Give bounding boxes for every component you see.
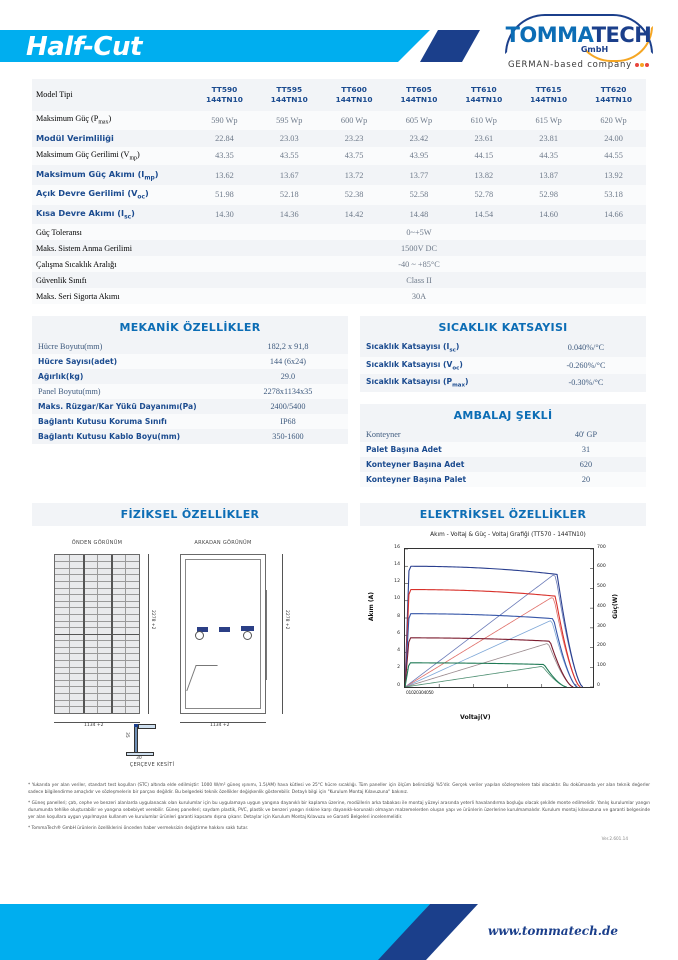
row-label: Panel Boyutu(mm) <box>38 387 101 397</box>
cell-value: Class II <box>406 275 432 285</box>
table-row <box>360 374 646 392</box>
logo-dots <box>634 60 649 70</box>
chart-y-axis-label: Akım (A) <box>368 591 375 621</box>
cell-value: 605 Wp <box>405 115 433 125</box>
row-label: Konteyner Başına Palet <box>366 474 467 484</box>
row-label: Hücre Boyutu(mm) <box>38 342 103 352</box>
table-row <box>360 457 646 472</box>
table-row <box>32 429 348 444</box>
table-row <box>360 339 646 357</box>
row-label: Konteyner Başına Adet <box>366 459 465 469</box>
back-width-dim: 1134 +2 <box>210 722 230 728</box>
cell-value: 14.66 <box>604 209 623 219</box>
chart-title: Akım - Voltaj & Güç - Voltaj Grafiği (TT570 - 144TN10) <box>430 531 586 538</box>
y-tick-label: 0 <box>397 682 400 688</box>
logo-text-tomma: TOMMA <box>505 23 592 47</box>
logo-tagline-text: GERMAN-based company <box>508 60 632 70</box>
cell-value: 13.72 <box>344 170 364 180</box>
cell-value: 23.23 <box>344 133 364 143</box>
table-row <box>32 130 646 147</box>
table-row <box>32 205 646 225</box>
cell-value: 23.42 <box>409 133 429 143</box>
y-tick-right-label: 700 <box>597 544 606 550</box>
table-row <box>32 384 348 399</box>
cell-value: 620 <box>579 459 593 469</box>
back-height-dimline <box>282 554 283 714</box>
model-column-header-4: TT610 144TN10 <box>465 85 503 104</box>
mechanical-table <box>32 339 348 444</box>
footnotes <box>28 782 650 841</box>
main-spec-table <box>32 79 646 304</box>
table-row <box>32 369 348 384</box>
footnote-2: * Güneş panelleri; çatı, cephe ve benzeri alanlarda uygulanacak olan kurulumlar için bu uygulamaya uygun yangına dayanıklı bir kaplama üzerine, modüllerin arka tabakası ile montaj yüzeyi arasında yeterli havalandırma boşluğu olacak şekilde monte edilmelidir. Yanlış kurulumlar yangın durumunda tehlike oluşturabilir ve yangına sebebiyet verebilir. Güneş panelleri; saydam plastik, PVC, plastik ve benzeri yangın riskine karşı dayanıklı-korunaklı olmayan malzemelerden oluşan yapı ve ürünlerin üzerlerine kurulmamalıdır. Kurulum montaj kılavuzuna ve garanti belgesinde yer alan koşullara uygun yapılmayan kullanım ve kurulumlar ürünleri garanti kapsamı dışına çıkarır. Detaylar için Kurulum Montaj Kılavuzu ve Garanti Belgeleri incelenmelidir. <box>28 800 650 821</box>
main-spec-table-wrapper <box>32 79 646 304</box>
cell-value: 600 Wp <box>340 115 368 125</box>
physical-title: FİZİKSEL ÖZELLİKLER <box>32 503 348 526</box>
cell-value: 43.55 <box>279 151 299 161</box>
cell-value: 620 Wp <box>600 115 627 125</box>
cell-value: -40 ~ +85°C <box>398 259 440 269</box>
cell-value: 2278x1134x35 <box>263 387 313 397</box>
frame-thickness-dim: 35 <box>124 731 129 738</box>
cell-value: 13.67 <box>279 170 299 180</box>
cell-value: 23.03 <box>279 133 299 143</box>
cell-value: 13.82 <box>474 170 494 180</box>
row-label: Palet Başına Adet <box>366 444 442 454</box>
front-height-dimline <box>148 554 149 714</box>
cell-value: 31 <box>581 444 591 454</box>
table-row <box>32 165 646 185</box>
cell-value: 51.98 <box>215 190 234 200</box>
physical-section <box>32 503 348 772</box>
row-label: Maks. Seri Sigorta Akımı <box>36 291 120 301</box>
row-label: Açık Devre Gerilimi $(V_{oc})$ <box>36 188 149 202</box>
table-row <box>32 147 646 166</box>
mid-columns <box>32 316 646 487</box>
cell-value: 23.61 <box>474 133 494 143</box>
cell-value: 52.98 <box>539 190 558 200</box>
cell-value: 22.84 <box>215 133 234 143</box>
back-view-caption: ARKADAN GÖRÜNÜM <box>194 539 252 546</box>
table-row <box>32 185 646 205</box>
cell-value: 595 Wp <box>276 115 303 125</box>
model-column-header-2: TT600 144TN10 <box>335 85 373 104</box>
cell-value: 29.0 <box>280 372 296 382</box>
solar-cell-grid <box>55 555 139 713</box>
y-tick-right-label: 100 <box>597 663 606 668</box>
cell-value: 2400/5400 <box>270 402 306 412</box>
x-tick-labels: 01020304050 <box>406 690 434 696</box>
page-header <box>0 0 678 75</box>
version-label: Ver.2.601.14 <box>601 836 628 842</box>
cell-value: 44.15 <box>474 151 494 161</box>
chart-plot-area <box>404 548 594 688</box>
frame-width-dim: 30 <box>136 755 142 761</box>
y-tick-right-label: 300 <box>597 623 606 629</box>
row-label: Bağlantı Kutusu Kablo Boyu(mm) <box>38 432 181 442</box>
table-row <box>32 224 646 240</box>
y-tick-label: 14 <box>394 561 400 567</box>
table-row <box>32 399 348 414</box>
cell-value: 53.18 <box>604 190 623 200</box>
back-height-dim: 2278 +2 <box>284 609 289 630</box>
y-tick-label: 10 <box>394 596 400 602</box>
row-label: Modül Verimliliği <box>36 133 114 144</box>
cell-value: 14.48 <box>409 209 429 219</box>
cell-value: 14.30 <box>215 209 234 219</box>
row-label: Çalışma Sıcaklık Aralığı <box>36 259 117 269</box>
cell-value: 52.38 <box>344 190 364 200</box>
footer-blue-shape <box>0 904 430 960</box>
table-row <box>360 442 646 457</box>
banner-title: Half-Cut <box>26 32 142 62</box>
y-tick-right-label: 0 <box>597 682 600 688</box>
cell-value: 144 (6x24) <box>269 357 307 367</box>
cable-coil-right <box>243 631 252 640</box>
y-tick-label: 2 <box>397 665 400 671</box>
cell-value: 40' GP <box>574 429 598 439</box>
junction-box-center <box>219 627 230 632</box>
panel-back-view <box>180 554 266 714</box>
model-column-header-6: TT620 144TN10 <box>595 85 632 104</box>
front-height-dim: 2278 +2 <box>150 609 155 630</box>
cell-value: 0.040%/°C <box>567 343 605 353</box>
iv-pv-chart <box>360 532 646 737</box>
row-label: Kısa Devre Akımı $(I_{sc})$ <box>36 208 135 221</box>
y-tick-label: 16 <box>394 544 400 550</box>
frame-drawing <box>112 722 192 761</box>
cell-value: 14.42 <box>344 209 364 219</box>
frame-caption: ÇERÇEVE KESİTİ <box>129 761 175 768</box>
physical-diagram <box>32 532 348 772</box>
model-column-header-3: TT605 144TN10 <box>400 85 438 104</box>
row-label: Bağlantı Kutusu Koruma Sınıfı <box>38 417 167 427</box>
temperature-title: SICAKLIK KATSAYISI <box>360 316 646 339</box>
cell-value: 182,2 x 91,8 <box>267 342 309 352</box>
y-tick-right-label: 500 <box>597 584 606 590</box>
cell-value: IP68 <box>280 417 296 427</box>
cell-value: -0.260%/°C <box>566 360 606 370</box>
table-row <box>32 288 646 304</box>
bottom-columns <box>32 503 646 772</box>
cell-value: 52.58 <box>409 190 429 200</box>
cell-value: 13.77 <box>409 170 429 180</box>
cell-value: 14.36 <box>279 209 299 219</box>
y-tick-label: 8 <box>397 613 400 619</box>
cell-value: 615 Wp <box>535 115 562 125</box>
row-label: Model Tipi <box>36 90 73 100</box>
cell-value: 13.62 <box>215 170 234 180</box>
row-label: Maks. Sistem Anma Gerilimi <box>36 243 132 253</box>
table-row <box>32 272 646 288</box>
half-cut-banner <box>0 30 470 62</box>
temperature-packaging-section <box>360 316 646 487</box>
cell-value: 24.00 <box>604 133 623 143</box>
row-label: Maksimum Güç Gerilimi $(V_{mp})$ <box>36 150 140 162</box>
cell-value: 44.35 <box>539 151 558 161</box>
table-row <box>360 472 646 487</box>
cell-value: 52.18 <box>279 190 299 200</box>
y-tick-right-label: 600 <box>597 564 606 570</box>
banner-dark-shape <box>420 30 480 62</box>
table-row <box>32 240 646 256</box>
cell-value: 52.78 <box>474 190 494 200</box>
row-label: Sıcaklık Katsayısı $(P_{max})$ <box>366 377 469 389</box>
footnote-3: * TommaTech® GmbH ürünlerin özelliklerini önceden haber vermeksizin değiştirme hakkını saklı tutar. <box>28 826 249 832</box>
model-column-header-1: TT595 144TN10 <box>270 85 308 104</box>
table-row <box>360 427 646 442</box>
electrical-section <box>360 503 646 772</box>
model-column-header-0: TT590 144TN10 <box>205 85 243 104</box>
frame-section-diagram <box>112 722 192 768</box>
cell-value: 14.60 <box>539 209 558 219</box>
cell-value: 23.81 <box>539 133 558 143</box>
cell-value: 610 Wp <box>470 115 497 125</box>
cell-value: -0.30%/°C <box>568 378 604 388</box>
cable-coil-left <box>195 631 204 640</box>
row-label: Maksimum Güç Akımı $(I_{mp})$ <box>36 168 159 182</box>
cell-value: 20 <box>581 474 591 484</box>
row-label: Ağırlık(kg) <box>38 372 84 382</box>
row-label: Hücre Sayısı(adet) <box>38 357 118 367</box>
chart-x-axis-label: Voltaj(V) <box>460 713 491 721</box>
junction-box-right <box>241 626 254 631</box>
logo-wordmark <box>491 16 666 46</box>
temperature-table <box>360 339 646 392</box>
y-tick-label: 6 <box>397 630 400 636</box>
row-label: Konteyner <box>366 429 401 439</box>
y-tick-label: 4 <box>397 648 400 654</box>
logo-gmbh: GmbH <box>580 45 609 54</box>
mechanical-title: MEKANİK ÖZELLİKLER <box>32 316 348 339</box>
y-tick-right-label: 400 <box>597 603 606 609</box>
cell-value: 43.35 <box>215 151 234 161</box>
row-label: Sıcaklık Katsayısı $(I_{sc})$ <box>366 342 460 354</box>
table-row <box>32 79 646 111</box>
packaging-title: AMBALAJ ŞEKLİ <box>360 404 646 427</box>
cell-value: 14.54 <box>474 209 494 219</box>
row-label: Maks. Rüzgar/Kar Yükü Dayanımı(Pa) <box>38 402 197 412</box>
footnote-1: * Yukarıda yer alan veriler, standart test koşulları (STC) altında elde edilmiştir: 1000 W/m² güneş ışınımı, 1.5(AM) hava kütlesi ve 25°C hücre sıcaklığı. Tüm paneller için ölçüm belirsizliği %5'dir. Gerçek veriler yapılan sözleşmelere tabi olacaktır. Bu dokümanda yer alan teknik değerler sadece bilgilendirme amaçlıdır ve sözleşmelerin bir parçası değildir. Bu belgedeki teknik özellikler değişkenlik gösterebilir. Detaylı bilgi için "Kurulum Montaj Kılavuzuna" bakınız. <box>28 782 650 795</box>
page-footer <box>0 904 678 960</box>
cell-value: 30A <box>411 291 427 301</box>
model-column-header-5: TT615 144TN10 <box>530 85 568 104</box>
table-row <box>32 414 348 429</box>
mechanical-section <box>32 316 348 487</box>
row-label: Güvenlik Sınıfı <box>36 275 87 285</box>
table-row <box>32 256 646 272</box>
logo-tagline <box>491 60 666 70</box>
table-row <box>32 354 348 369</box>
cell-value: 0~+5W <box>406 227 432 237</box>
panel-front-view <box>54 554 140 714</box>
packaging-table <box>360 427 646 487</box>
row-label: Güç Toleransı <box>36 227 82 237</box>
y-tick-right-label: 200 <box>597 643 606 649</box>
cell-value: 13.92 <box>604 170 623 180</box>
cell-value: 590 Wp <box>211 115 238 125</box>
electrical-title: ELEKTRİKSEL ÖZELLİKLER <box>360 503 646 526</box>
cell-value: 350-1600 <box>272 432 304 442</box>
cell-value: 43.75 <box>344 151 364 161</box>
table-row <box>32 111 646 130</box>
y-tick-label: 12 <box>394 579 400 585</box>
cell-value: 44.55 <box>604 151 623 161</box>
back-inner-dimline <box>266 590 267 680</box>
cell-value: 13.87 <box>539 170 558 180</box>
row-label: Sıcaklık Katsayısı $(V_{oc})$ <box>366 359 463 372</box>
front-width-dim: 1134 +2 <box>84 722 104 728</box>
cell-value: 43.95 <box>409 151 429 161</box>
tommatech-logo <box>491 16 666 70</box>
table-row <box>32 339 348 354</box>
chart-y-axis-right-label: Güç(W) <box>612 593 619 619</box>
row-label: Maksimum Güç $(P_{max})$ <box>36 114 112 127</box>
logo-text-tech: TECH <box>591 23 652 47</box>
cell-value: 1500V DC <box>400 243 438 253</box>
front-view-caption: ÖNDEN GÖRÜNÜM <box>71 539 123 546</box>
website-url[interactable]: www.tommatech.de <box>487 924 618 938</box>
table-row <box>360 357 646 375</box>
